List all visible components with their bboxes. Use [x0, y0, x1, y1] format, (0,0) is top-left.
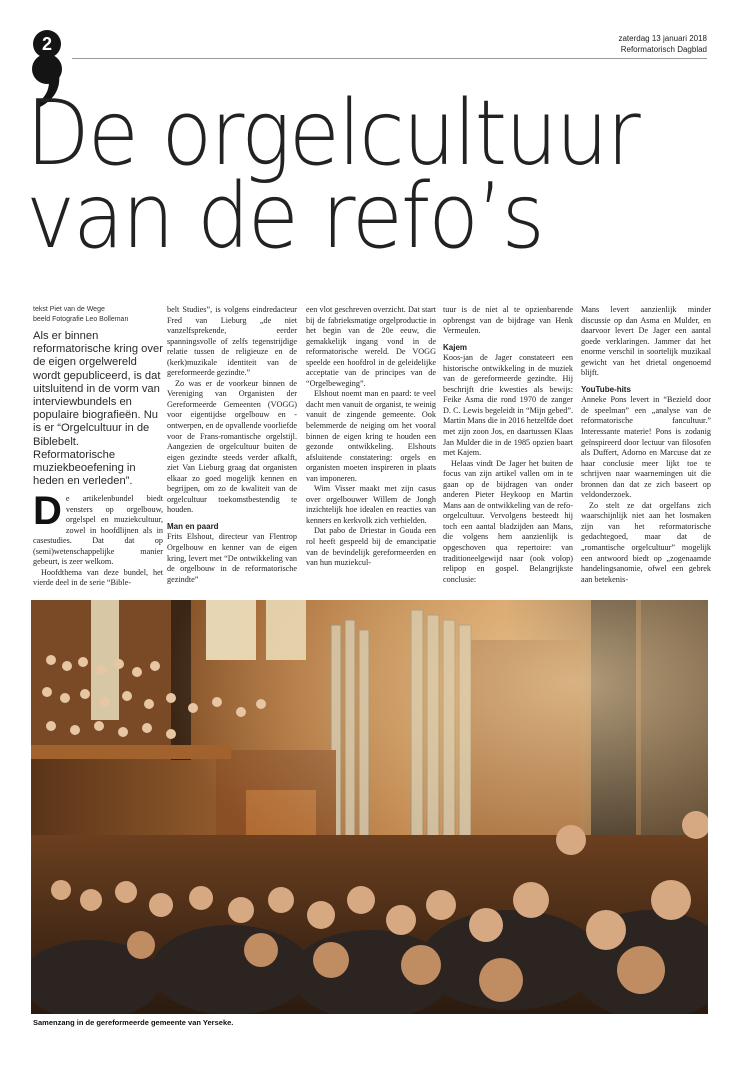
- col4-para-1: tuur is de niet al te opzienbarende opbrengst van de bijdrage van Henk Vermeulen.: [443, 305, 573, 336]
- subheading-man-en-paard: Man en paard: [167, 521, 219, 531]
- subheading-youtube-hits: YouTube-hits: [581, 384, 631, 394]
- col2-para-3: Frits Elshout, directeur van Flentrop Orgelbouw en kenner van de eigen kring, levert met “De ontwikkeling van de orgelbouw in de reformatorische gezindte”: [167, 532, 297, 584]
- publication-name: Reformatorisch Dagblad: [620, 45, 707, 54]
- headline: [26, 81, 639, 269]
- col3-para-3: Wim Visser maakt met zijn casus over orgelbouwer Willem de Jongh inzichtelijk hoe idealen en reacties van kenners en kerkvolk zich verhielden.: [306, 484, 436, 525]
- col2-para-2: Zo was er de voorkeur binnen de Vereniging van Organisten der Gereformeerde Gemeenten (VOGG) voor eigentijdse orgelbouw en -ontwerpen, en de opvallende voorliefde voor de Frans-romantische orgelstijl. Aangezien de orgelcultuur buiten de eigen gezindte steeds verder afkalft, ziet Van Lieburg graag dat organisten elkaar zo goed mogelijk kennen en begrijpen, om zo de kwaliteit van de orgelcultuur toekomstbestendig te houden.: [167, 378, 297, 515]
- church-congregation-photo: [31, 600, 708, 1014]
- issue-date: zaterdag 13 januari 2018: [618, 34, 707, 43]
- byline-photo: beeld Fotografie Leo Bolleman: [33, 316, 129, 323]
- headline-line-2: van de refo’s: [26, 164, 543, 269]
- col3-para-2: Elshout noemt man en paard: te veel dacht men vanuit de organist, te weinig vanuit de zingende gemeente. Ook belemmerde de neiging om het vooral binnen de eigen kring te houden een gezonde ontwikkeling. Elshouts afsluitende constatering: orgels en organisten moeten inspireren in plaats van imponeren.: [306, 389, 436, 483]
- col5-para-2: Anneke Pons levert in “Bezield door de speelman” een „analyse van de reformatorische fancultuur.” Interessante materie! Pons is zodanig geïnspireerd door lectuur van filosofen als Duffert, Adorno en Marcuse dat ze haar conclusie meer lijkt toe te schrijven naar waarnemingen uit die bronnen dan dat ze zich baseert op veldonderzoek.: [581, 395, 711, 500]
- column-4: [443, 305, 573, 585]
- byline-text: tekst Piet van de Wege: [33, 306, 105, 313]
- col3-para-1: een vlot geschreven overzicht. Dat start bij de fabrieksmatige orgelproductie in het begin van de 20e eeuw, die gemakkelijk ingang vond in de reformatorische wereld. De VOGG speelde een hoofdrol in de geleidelijke acceptatie van de principes van de “Orgelbeweging”.: [306, 305, 436, 388]
- byline: [33, 305, 163, 325]
- page-number-badge: 2: [33, 30, 61, 58]
- col5-para-1: Mans levert aanzienlijk minder discussie op dan Asma en Mulder, en daarvoor levert De Jager een aantal goede verklaringen. Jammer dat het enorme verschil in soortelijk muzikaal gewicht van het drietal ongenoemd blijft.: [581, 305, 711, 378]
- intro-paragraph: Als er binnen reformatorische kring over de eigen orgelwereld wordt gepubliceerd, is dat uitsluitend in de vorm van interviewbundels en populaire biografieën. Nu is er “Orgelcultuur in de Biblebelt. Reformatorische muziekbeoefening in heden en verleden”.: [33, 330, 163, 488]
- col4-para-3: Helaas vindt De Jager het buiten de focus van zijn artikel vallen om in te gaan op de bijdragen van onder anderen Pieter Heykoop en Martin Mans aan de ontwikkeling van de refo-orgelcultuur. Vervolgens besteedt hij toch een aantal bladzijden aan Mans, die volgens hem aanzienlijk is opgeschoven qua repertoire: van traditioneelgewijd naar (ook volop) relipop en gospel. Belangrijkste conclusie:: [443, 458, 573, 584]
- col5-para-3: Zo stelt ze dat orgelfans zich waarschijnlijk niet aan het losmaken zijn van het reformatorische gedachtegoed, maar dat de „romantische orgelcultuur” mogelijk een antwoord biedt op „zogenaamde handelingsanomie, ofwel een gebrek aan betekenis-: [581, 500, 711, 584]
- col1-para-2: Hoofdthema van deze bundel, het vierde deel in de serie “Bible-: [33, 567, 163, 588]
- photo-caption: Samenzang in de gereformeerde gemeente van Yerseke.: [33, 1018, 234, 1027]
- dateline: [618, 33, 707, 55]
- column-2: [167, 305, 297, 585]
- col4-para-2: Koos-jan de Jager constateert een historische ontwikkeling in de muziek van de gereformeerde gezindte. Hij beschrijft drie kwesties als bewijs: Feike Asma die rond 1970 de zanger D. C. Lewis begeleidt in “Mijn gebed”. Martin Mans die in 2016 hetzelfde doet met zijn zoon Jos, en daartussen Klaas Jan Mulder die in de 1985 opzien baart met Kajem.: [443, 353, 573, 458]
- subheading-kajem: Kajem: [443, 342, 468, 352]
- col1-para-1: e artikelenbundel biedt vensters op orgelbouw, orgelspel en muziekcultuur, zowel in hoofdlijnen als in casestudies. Dat dat op (semi)wetenschappelijke manier gebeurt, is zeer welkom.: [33, 494, 163, 567]
- drop-cap: D: [33, 489, 62, 533]
- headline-line-1: De orgelcultuur: [26, 81, 639, 186]
- header-rule: [72, 58, 707, 59]
- column-3: [306, 305, 436, 569]
- col3-para-4: Dat pabo de Driestar in Gouda een rol heeft gespeeld bij de emancipatie van de bevindelijk gereformeerden en van hun muziekcul-: [306, 526, 436, 568]
- column-5: [581, 305, 711, 585]
- col2-para-1: belt Studies”, is volgens eindredacteur Fred van Lieburg „de niet vanzelfsprekende, eerder spanningsvolle of zelfs tegenstrijdige relatie tussen de religieuze en de (kerk)muzikale identiteit van de gereformeerde gezindte.”: [167, 305, 297, 378]
- column-1: [33, 489, 163, 589]
